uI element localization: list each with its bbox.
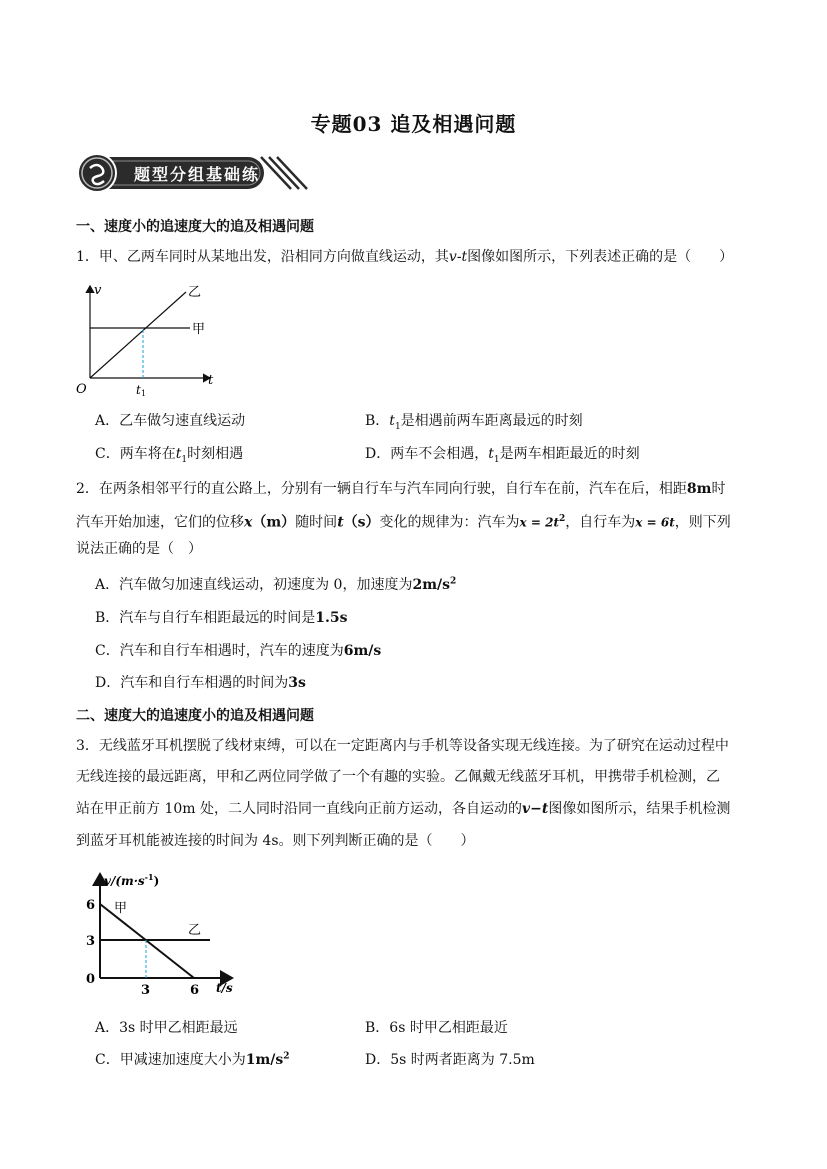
q1-opt-sub: 1 [493, 454, 500, 465]
q1-line-yi [90, 292, 186, 378]
q2-t: t [337, 514, 344, 531]
question-1-graph [74, 280, 224, 400]
q2-text: 变化的规律为：汽车为 [379, 514, 520, 531]
page-title: 专题03 追及相遇问题 [310, 112, 517, 136]
q2-opt-text: D．汽车和自行车相遇的时间为 [95, 675, 289, 691]
q2-opt-sup: 2 [450, 576, 457, 587]
q1-t1-sub: 1 [141, 389, 147, 398]
q3-yi-label: 乙 [188, 923, 202, 938]
question-3-stem-line-2: 无线连接的最远距离，甲和乙两位同学做了一个有趣的实验。乙佩戴无线蓝牙耳机，甲携带手机检测，乙 [76, 769, 720, 785]
q2-text: ，自行车为 [565, 514, 636, 531]
question-3-graph [84, 868, 244, 1003]
q2-opt-text: B．汽车与自行车相距最远的时间是 [95, 610, 316, 626]
q1-opt-part: 时刻相遇 [187, 446, 244, 462]
question-3-stem-line-1: 3．无线蓝牙耳机摆脱了线材束缚，可以在一定距离内与手机等设备实现无线连接。为了研究在运动过程中 [76, 738, 729, 754]
q1-opt-var: t [175, 446, 182, 462]
q2-opt-text: C．汽车和自行车相遇时，汽车的速度为 [95, 643, 344, 659]
q1-opt-var: t [488, 446, 494, 462]
q2-text: 时 [711, 481, 726, 497]
q3-x-tick-6: 6 [190, 983, 200, 998]
q3-y-label-end: ) [153, 874, 160, 888]
q2-text: 2．在两条相邻平行的直公路上，分别有一辆自行车与汽车同向行驶，自行车在前，汽车在后，相距 [76, 481, 687, 497]
section-heading-1: 一、速度小的追速度大的追及相遇问题 [76, 219, 314, 235]
q1-option-d[interactable] [365, 443, 640, 465]
q1-option-a[interactable]: A．乙车做匀速直线运动 [95, 413, 246, 429]
q1-stem-part: 图像如图所示，下列表述正确的是（ ） [467, 249, 734, 265]
q2-unit: （m） [252, 514, 296, 531]
question-1-stem [76, 244, 756, 270]
q3-y-tick-3: 3 [86, 934, 96, 949]
q2-text: ，则下列 [674, 514, 731, 531]
q3-option-d[interactable]: D．5s 时两者距离为 7.5m [365, 1052, 535, 1068]
q3-opt-text: C．甲减速加速度大小为 [95, 1052, 246, 1068]
q2-opt-value: 3s [288, 675, 306, 691]
question-2-stem-line-2 [76, 506, 756, 536]
q3-y-label-sup: -1 [144, 872, 154, 882]
q3-x-tick-3: 3 [141, 983, 151, 998]
question-2-stem-line-1 [76, 476, 756, 502]
q3-vt: v−t [522, 801, 549, 817]
q3-text: 站在甲正前方 10m 处，二人同时沿同一直线向正前方运动，各自运动的 [76, 801, 522, 817]
q2-car-sup: 2 [559, 514, 566, 524]
q3-x-label: t/s [216, 981, 233, 995]
q1-opt-part: 是两车相距最近的时刻 [499, 446, 640, 462]
q2-option-c[interactable] [95, 640, 381, 660]
q1-v-label: v [94, 283, 102, 298]
q3-y-tick-0: 0 [86, 972, 96, 987]
q3-opt-sup: 2 [283, 1051, 290, 1062]
q1-origin-label: O [76, 382, 87, 397]
q3-y-label-text: v/(m·s [104, 874, 145, 888]
q3-opt-value: 1m/s [245, 1052, 284, 1068]
q1-option-c[interactable] [95, 443, 243, 465]
q3-option-a[interactable]: A．3s 时甲乙相距最远 [95, 1020, 238, 1036]
q2-opt-value: 1.5s [315, 610, 348, 626]
q3-y-tick-6: 6 [86, 898, 96, 913]
q2-x: x [244, 514, 253, 531]
q2-bike-equation: x = 6t [635, 515, 675, 530]
q2-opt-value: 2m/s [412, 577, 451, 593]
q1-opt-part: 是相遇前两车距离最远的时刻 [400, 413, 583, 429]
q1-opt-part: D．两车不会相遇， [365, 446, 489, 462]
q2-text: 汽车开始加速，它们的位移 [76, 514, 244, 531]
q1-opt-part: B． [365, 413, 390, 429]
q1-option-b[interactable] [365, 410, 583, 432]
q1-opt-part: C．两车将在 [95, 446, 176, 462]
section-heading-2: 二、速度大的追速度小的追及相遇问题 [76, 708, 314, 724]
section-banner [76, 152, 308, 194]
question-3-stem-line-4: 到蓝牙耳机能被连接的时间为 4s。则下列判断正确的是（ ） [76, 833, 475, 849]
q2-opt-text: A．汽车做匀加速直线运动，初速度为 0，加速度为 [95, 577, 413, 593]
q1-stem-part: 1．甲、乙两车同时从某地出发，沿相同方向做直线运动，其 [76, 249, 449, 265]
q1-t-label: t [208, 373, 214, 388]
banner-label: 题型分组基础练 [134, 165, 261, 184]
q1-jia-label: 甲 [192, 322, 206, 337]
q2-option-b[interactable] [95, 607, 348, 627]
q2-dist: 8m [686, 481, 712, 497]
q1-t1-label: t [136, 383, 141, 397]
q2-option-a[interactable] [95, 574, 456, 594]
q1-opt-sub: 1 [394, 421, 401, 432]
q3-option-b[interactable]: B．6s 时甲乙相距最近 [365, 1020, 508, 1036]
q2-opt-value: 6m/s [343, 643, 382, 659]
q1-stem-vt: v-t [448, 249, 468, 265]
q2-text: 随时间 [295, 514, 338, 531]
q3-option-c[interactable] [95, 1049, 290, 1069]
q1-opt-sub: 1 [181, 454, 188, 465]
q2-unit: （s） [343, 514, 380, 531]
q3-jia-label: 甲 [114, 901, 128, 916]
q3-y-label [104, 872, 159, 888]
question-3-stem-line-3 [76, 796, 756, 822]
question-2-stem-line-3: 说法正确的是（ ） [76, 541, 202, 557]
q3-text: 图像如图所示，结果手机检测 [548, 801, 731, 817]
q2-car-equation: x = 2t [519, 515, 560, 530]
q2-option-d[interactable] [95, 672, 306, 692]
q1-yi-label: 乙 [188, 285, 202, 300]
q1-opt-var: t [389, 413, 395, 429]
